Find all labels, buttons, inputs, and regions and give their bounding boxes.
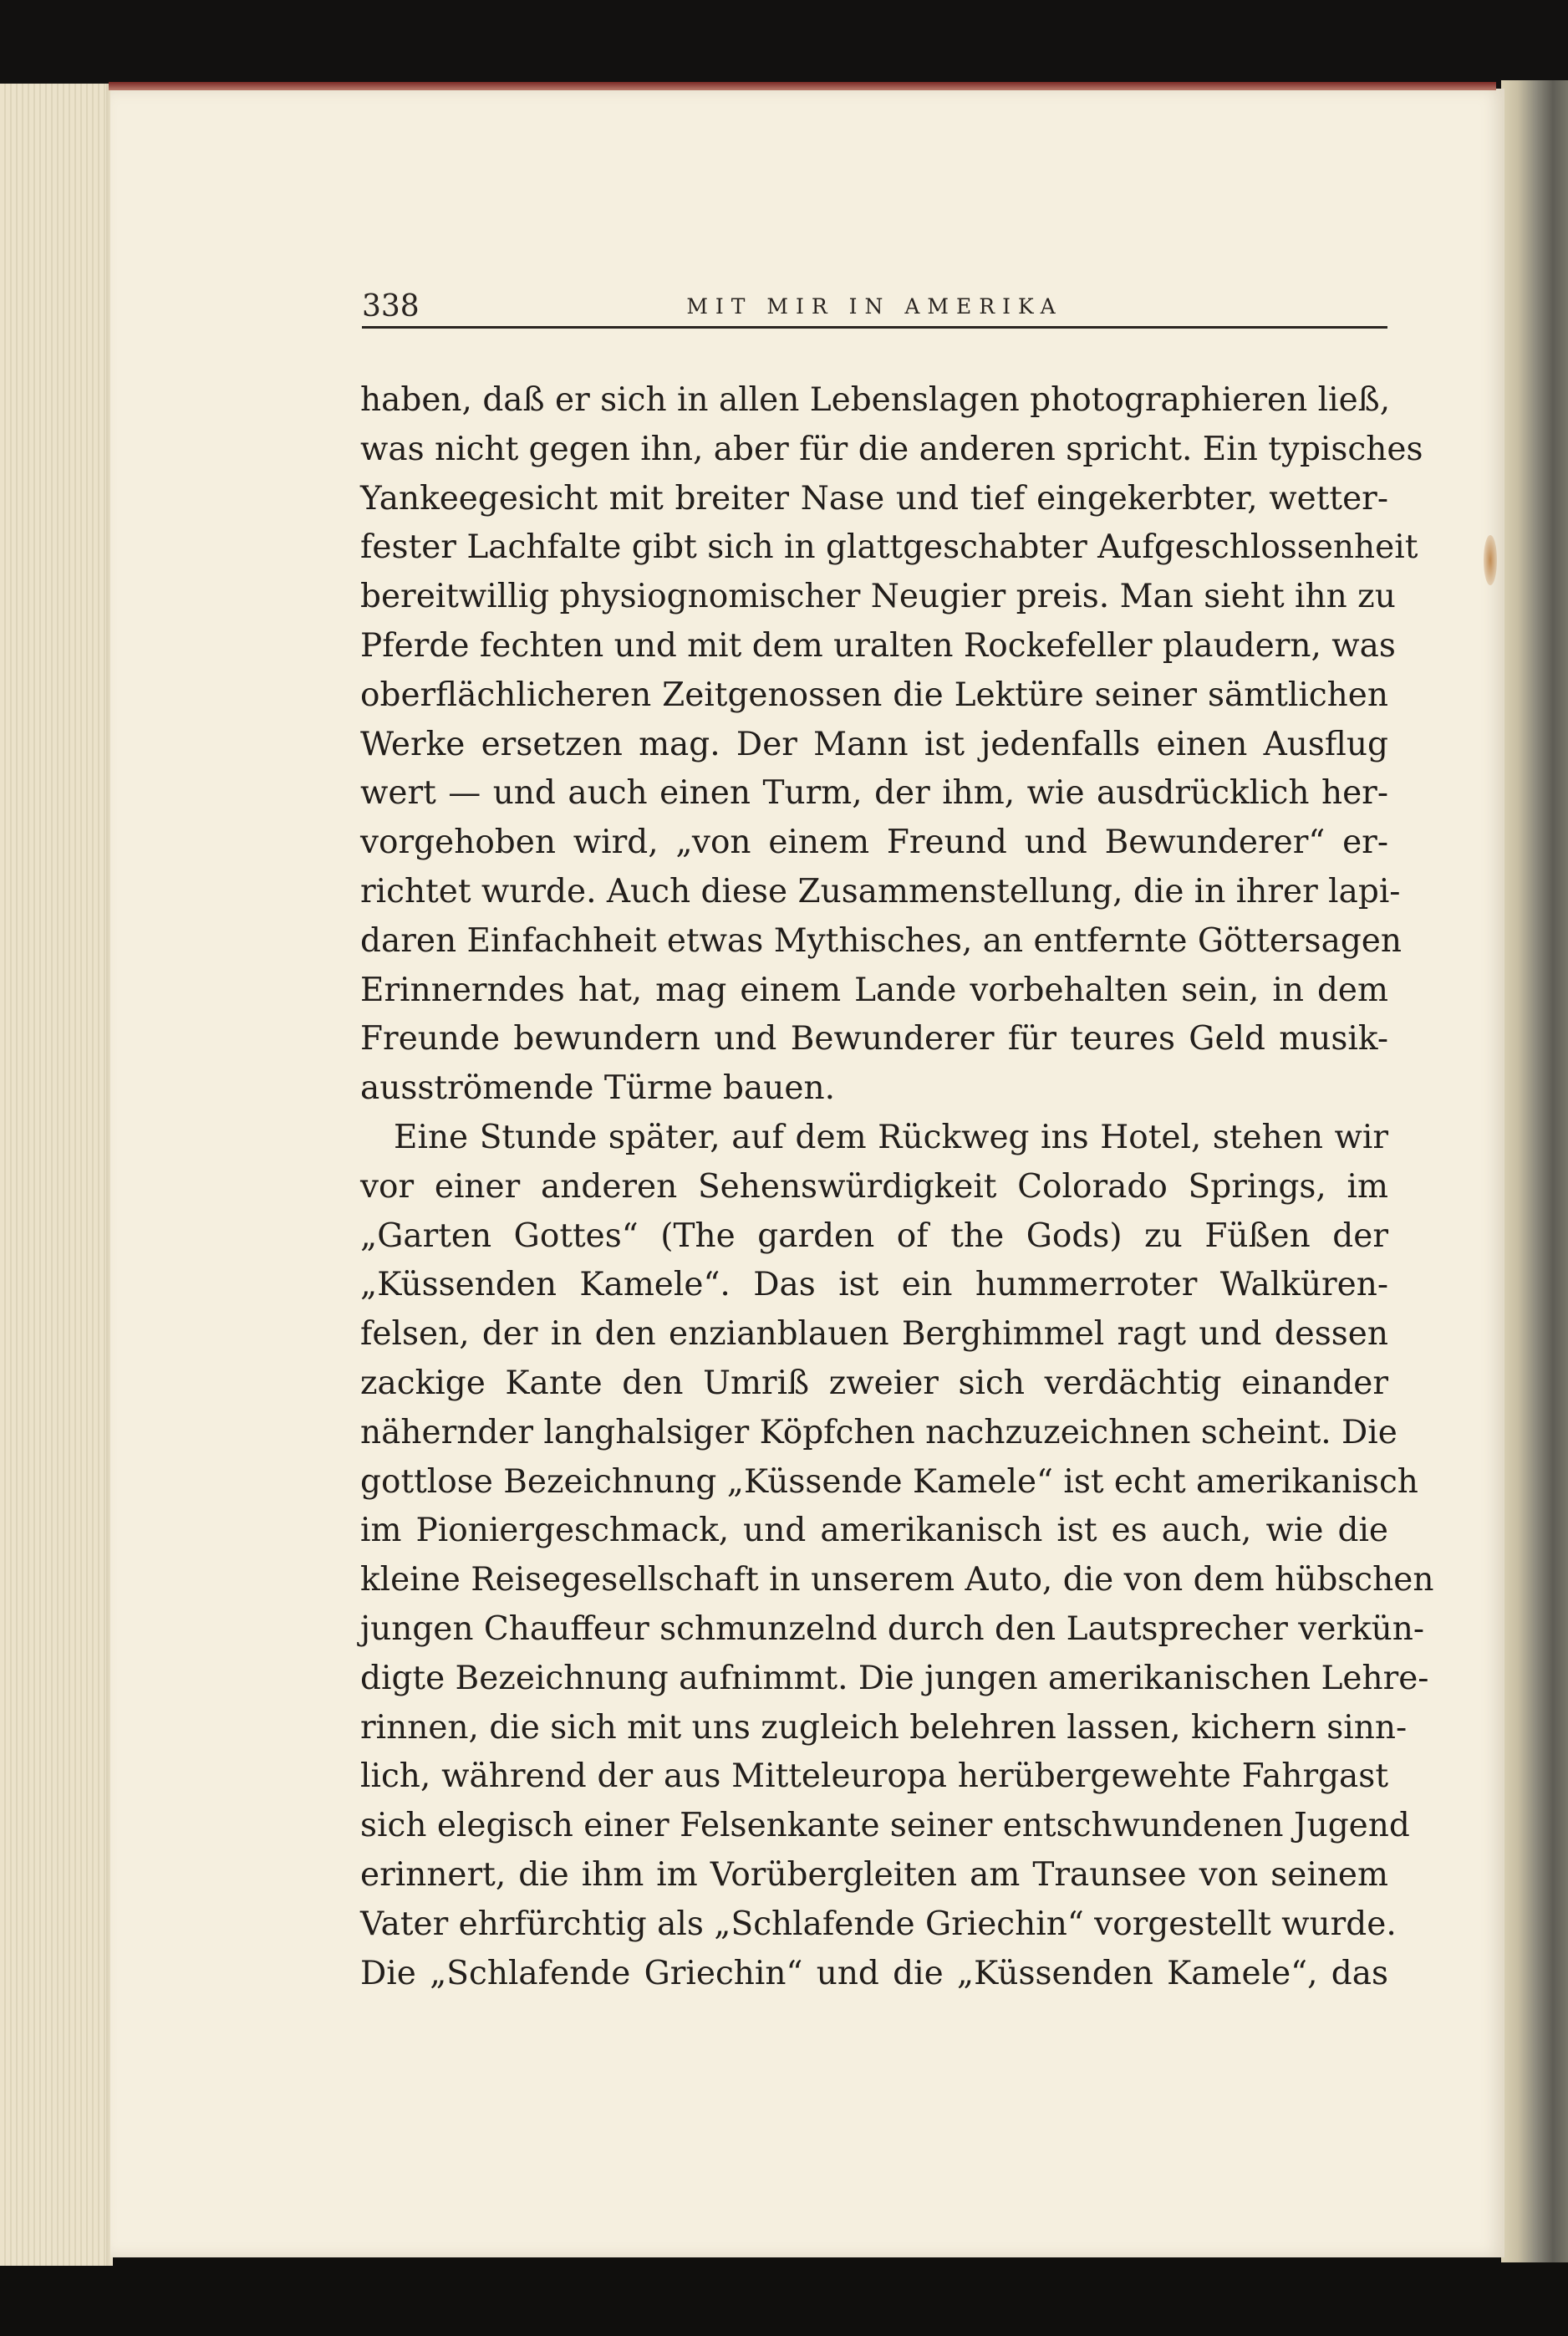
text-line: „Küssenden Kamele“. Das ist ein hummerroter Walküren- xyxy=(360,1266,1388,1304)
text-line: rinnen, die sich mit uns zugleich belehren lassen, kichern sinn- xyxy=(360,1708,1408,1747)
text-line: Eine Stunde später, auf dem Rückweg ins Hotel, stehen wir xyxy=(394,1118,1388,1156)
text-line: vorgehoben wird, „von einem Freund und Bewunderer“ er- xyxy=(360,824,1388,862)
text-line: jungen Chauffeur schmunzelnd durch den Lautsprecher verkün- xyxy=(360,1609,1425,1648)
text-line: felsen, der in den enzianblauen Berghimmel ragt und dessen xyxy=(360,1315,1388,1354)
text-line: digte Bezeichnung aufnimmt. Die jungen amerikanischen Lehre- xyxy=(360,1659,1429,1697)
right-binding-edge xyxy=(1501,80,1568,2262)
text-line: gottlose Bezeichnung „Küssende Kamele“ ist echt amerikanisch xyxy=(360,1462,1418,1501)
red-top-edge xyxy=(109,82,1496,90)
running-title: MIT MIR IN AMERIKA xyxy=(686,294,1063,319)
text-line: richtet wurde. Auch diese Zusammenstellung, die in ihrer lapi- xyxy=(360,872,1401,910)
text-line: Yankeegesicht mit breiter Nase und tief eingekerbter, wetter- xyxy=(360,479,1388,518)
text-line: kleine Reisegesellschaft in unserem Auto, die von dem hübschen xyxy=(360,1561,1434,1599)
text-line: Vater ehrfürchtig als „Schlafende Griechin“ vorgestellt wurde. xyxy=(360,1905,1397,1943)
paper-stain xyxy=(1484,535,1497,585)
text-line: Werke ersetzen mag. Der Mann ist jedenfalls einen Ausflug xyxy=(360,725,1388,763)
text-line: ausströmende Türme bauen. xyxy=(360,1069,835,1108)
text-line: oberflächlicheren Zeitgenossen die Lektüre seiner sämtlichen xyxy=(360,676,1388,714)
text-line: Die „Schlafende Griechin“ und die „Küssenden Kamele“, das xyxy=(360,1954,1388,1992)
text-line: fester Lachfalte gibt sich in glattgeschabter Aufgeschlossenheit xyxy=(360,528,1418,567)
text-line: wert — und auch einen Turm, der ihm, wie ausdrücklich her- xyxy=(360,774,1388,813)
left-page-stack xyxy=(0,84,113,2266)
text-line: lich, während der aus Mitteleuropa herübergewehte Fahrgast xyxy=(360,1757,1388,1796)
text-line: Freunde bewundern und Bewunderer für teures Geld musik- xyxy=(360,1020,1388,1058)
scan-background-bottom xyxy=(0,2257,1568,2336)
text-line: im Pioniergeschmack, und amerikanisch ist es auch, wie die xyxy=(360,1512,1388,1550)
page-number: 338 xyxy=(362,289,420,324)
text-line: vor einer anderen Sehenswürdigkeit Colorado Springs, im xyxy=(360,1167,1388,1206)
text-line: daren Einfachheit etwas Mythisches, an entfernte Göttersagen xyxy=(360,921,1402,960)
text-line: erinnert, die ihm im Vorübergleiten am Traunsee von seinem xyxy=(360,1855,1388,1894)
scan-background-top xyxy=(0,0,1568,90)
text-line: Erinnerndes hat, mag einem Lande vorbehalten sein, in dem xyxy=(360,971,1388,1009)
text-line: bereitwillig physiognomischer Neugier preis. Man sieht ihn zu xyxy=(360,578,1396,616)
text-line: „Garten Gottes“ (The garden of the Gods) zu Füßen der xyxy=(360,1216,1388,1255)
header-rule xyxy=(362,326,1387,329)
text-line: nähernder langhalsiger Köpfchen nachzuzeichnen scheint. Die xyxy=(360,1413,1397,1451)
text-line: Pferde fechten und mit dem uralten Rockefeller plaudern, was xyxy=(360,626,1396,665)
text-line: was nicht gegen ihn, aber für die anderen spricht. Ein typisches xyxy=(360,430,1423,468)
text-line: zackige Kante den Umriß zweier sich verdächtig einander xyxy=(360,1364,1388,1402)
text-line: haben, daß er sich in allen Lebenslagen photographieren ließ, xyxy=(360,381,1391,419)
body-text xyxy=(360,376,1434,1998)
text-line: sich elegisch einer Felsenkante seiner entschwundenen Jugend xyxy=(360,1807,1410,1845)
